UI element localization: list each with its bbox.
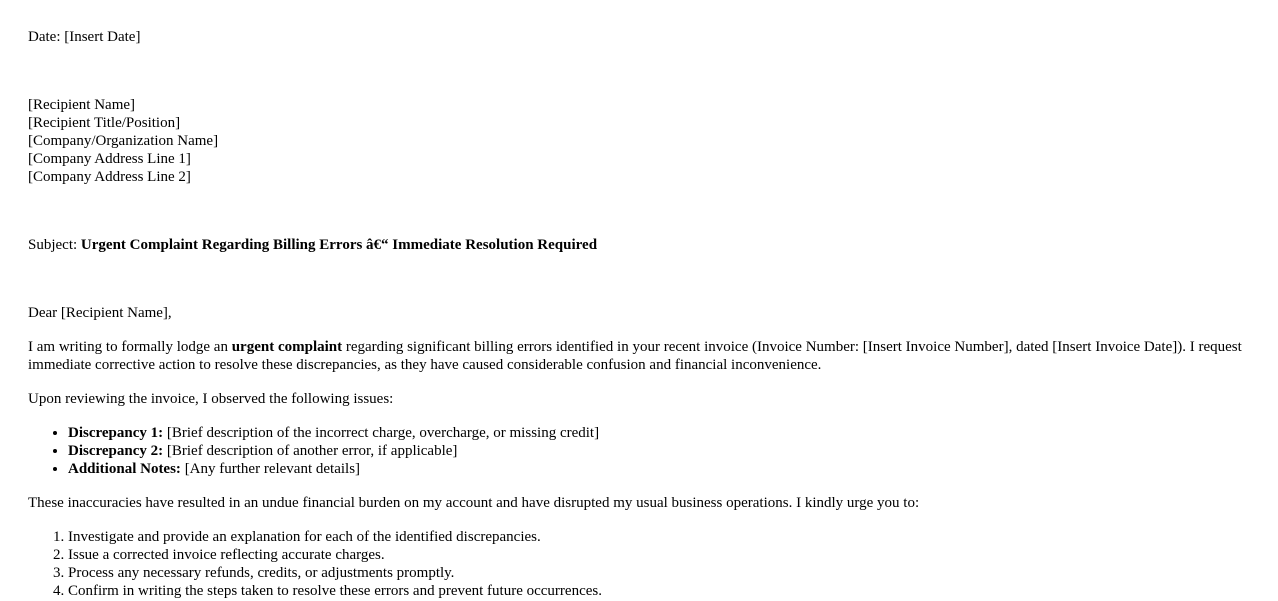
issue-text: [Brief description of another error, if applicable]: [163, 443, 458, 459]
list-item: 3. Process any necessary refunds, credits, or adjustments promptly.: [68, 564, 1250, 582]
impact-paragraph: These inaccuracies have resulted in an undue financial burden on my account and have disrupted my usual business operations. I kindly urge you to:: [28, 495, 920, 511]
subject-text: Urgent Complaint Regarding Billing Errors â€“ Immediate Resolution Required: [80, 237, 598, 253]
issue-label: Discrepancy 2:: [68, 443, 164, 459]
recipient-address-line-2: [Company Address Line 2]: [28, 169, 191, 185]
intro-text-after: regarding significant billing errors identified in your recent invoice (Invoice Number: [Insert Invoice Number], dated [Insert Invoice Date]). I request immediate corrective action to resolve these discrepancies, as they have caused considerable confusion and financial inconvenience.: [28, 339, 1242, 373]
recipient-company: [Company/Organization Name]: [28, 133, 219, 149]
date-line: Date: [Insert Date]: [28, 29, 141, 45]
list-item: [68, 424, 1250, 442]
issue-label: Additional Notes:: [68, 461, 181, 477]
intro-text-before: I am writing to formally lodge an: [28, 339, 232, 355]
recipient-title: [Recipient Title/Position]: [28, 115, 181, 131]
recipient-address-line-1: [Company Address Line 1]: [28, 151, 191, 167]
issue-label: Discrepancy 1:: [68, 425, 164, 441]
issue-text: [Any further relevant details]: [180, 461, 361, 477]
list-item: 1. Investigate and provide an explanation for each of the identified discrepancies.: [68, 528, 1250, 546]
issue-text: [Brief description of the incorrect charge, overcharge, or missing credit]: [163, 425, 600, 441]
list-item: [68, 442, 1250, 460]
list-item: 4. Confirm in writing the steps taken to resolve these errors and prevent future occurrences.: [68, 582, 1250, 600]
recipient-name: [Recipient Name]: [28, 97, 136, 113]
intro-paragraph: [28, 338, 1250, 374]
intro-text-bold: urgent complaint: [231, 339, 343, 355]
recipient-address-block: [28, 96, 1250, 186]
issues-list: [28, 424, 1250, 478]
list-item: 2. Issue a corrected invoice reflecting accurate charges.: [68, 546, 1250, 564]
subject-prefix: Subject:: [28, 237, 81, 253]
issues-intro: Upon reviewing the invoice, I observed the following issues:: [28, 391, 394, 407]
requests-list: [28, 528, 1250, 600]
subject-line: [28, 236, 1250, 254]
salutation: Dear [Recipient Name],: [28, 305, 172, 321]
list-item: [68, 460, 1250, 478]
